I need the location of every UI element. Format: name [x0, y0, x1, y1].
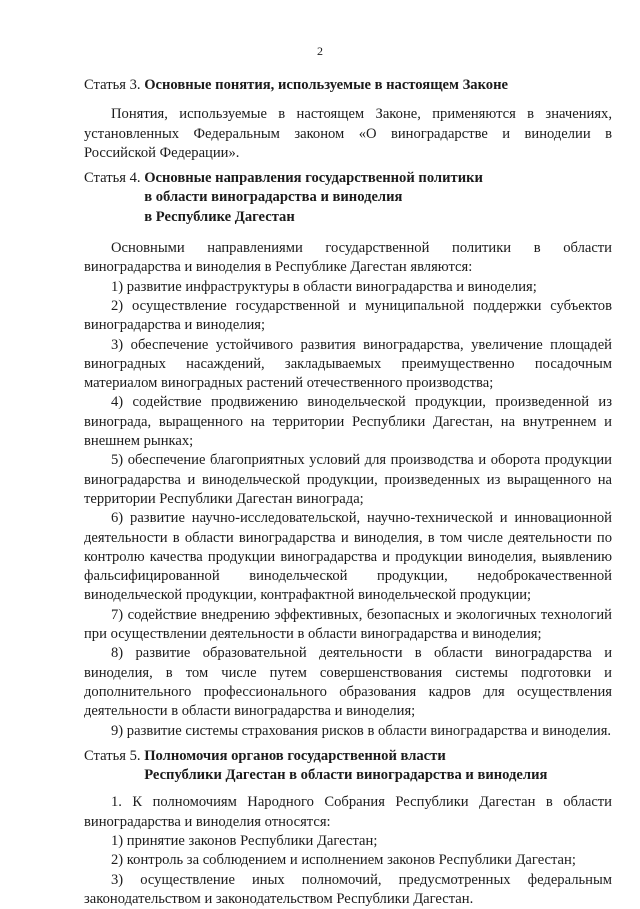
article-4-list-item: 6) развитие научно-исследовательской, научно-технической и инновационной деятельности в области виноградарства и виноделия, в том числе деятельности по контролю качества продукции виноградарства и продукции виноделия, выявлению фальсифицированной винодельческой продукции, недоброкачественной винодельческой продукции, контрафактной винодельческой продукции;	[84, 510, 612, 604]
article-4-title	[144, 169, 483, 227]
article-4-list-item: 3) обеспечение устойчивого развития виноградарства, увеличение площадей виноградных насаждений, закладываемых преимущественно посадочным материалом виноградных растений отечественного производства;	[84, 336, 612, 392]
article-5-list-item: 2) контроль за соблюдением и исполнением законов Республики Дагестан;	[111, 852, 576, 869]
page-number: 2	[317, 44, 323, 58]
article-3-paragraph: Понятия, используемые в настоящем Законе, применяются в значениях, установленных Федеральным законом «О виноградарстве и виноделии в Российской Федерации».	[84, 106, 612, 161]
article-4-list-item: 5) обеспечение благоприятных условий для производства и оборота продукции виноградарства и винодельческой продукции, произведенных из выращенного на территории Республики Дагестан винограда;	[84, 452, 612, 507]
article-3-prefix: Статья 3.	[84, 77, 145, 93]
document-body	[84, 76, 612, 909]
article-4-list-item: 1) развитие инфраструктуры в области виноградарства и виноделия;	[111, 278, 537, 295]
article-5-title-line: Полномочия органов государственной власти	[144, 747, 446, 764]
article-5-list-item: 3) осуществление иных полномочий, предусмотренных федеральным законодательством и законодательством Республики Дагестан.	[84, 871, 612, 907]
article-4-list-item: 4) содействие продвижению винодельческой продукции, произведенной из винограда, выращенного на территории Республики Дагестан, на внутреннем и внешнем рынках;	[84, 394, 612, 450]
article-4-prefix: Статья 4.	[84, 170, 145, 187]
article-5-heading	[84, 747, 612, 786]
article-4-heading	[84, 169, 612, 227]
article-4-title-line: в области виноградарства и виноделия	[144, 189, 403, 206]
article-3-title: Основные понятия, используемые в настоящем Законе	[144, 77, 508, 93]
article-5-list-item: 1) принятие законов Республики Дагестан;	[111, 832, 378, 849]
article-5-title-line: Республики Дагестан в области виноградарства и виноделия	[144, 767, 548, 784]
article-4-title-line: в Республике Дагестан	[144, 208, 295, 225]
article-4-list-item: 2) осуществление государственной и муниципальной поддержки субъектов виноградарства и виноделия;	[84, 297, 612, 334]
article-3-heading	[84, 76, 612, 95]
article-5-title	[144, 747, 547, 786]
article-4-paragraph: Основными направлениями государственной политики в области виноградарства и виноделия в Республике Дагестан являются:	[84, 240, 612, 276]
article-4-list-item: 7) содействие внедрению эффективных, безопасных и экологичных технологий при осуществлении деятельности в области виноградарства и виноделия;	[84, 606, 612, 643]
article-5-paragraph: 1. К полномочиям Народного Собрания Республики Дагестан в области виноградарства и виноделия относятся:	[84, 794, 612, 830]
article-4-list-item: 8) развитие образовательной деятельности в области виноградарства и виноделия, в том числе путем совершенствования системы подготовки и дополнительного профессионального образования кадров для осуществления деятельности в области виноградарства и виноделия;	[84, 645, 612, 720]
article-5-prefix: Статья 5.	[84, 747, 145, 764]
article-4-list-item: 9) развитие системы страхования рисков в области виноградарства и виноделия.	[111, 722, 612, 739]
article-4-title-line: Основные направления государственной политики	[144, 170, 483, 187]
